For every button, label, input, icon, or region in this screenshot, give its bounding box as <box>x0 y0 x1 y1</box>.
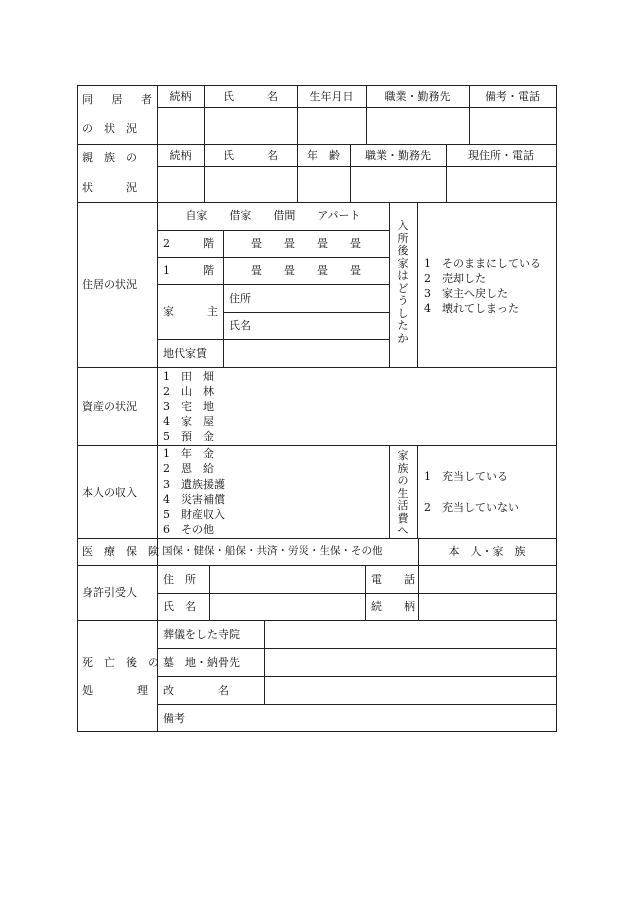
rule <box>157 257 389 258</box>
relatives-label-1: 親 族 の <box>82 151 137 164</box>
funeral-temple-label: 葬儀をした寺院 <box>163 628 240 641</box>
relatives-header-occupation: 職業・勤務先 <box>365 149 431 162</box>
after-option: 3 家主へ戻した <box>424 287 508 300</box>
assets-label: 資産の状況 <box>82 400 137 413</box>
asset-item: 1 田 畑 <box>163 370 214 383</box>
insurance-label: 医 療 保 険 <box>82 545 159 558</box>
living-option-1: 1 充当している <box>424 470 508 483</box>
rule-label-col <box>157 85 158 732</box>
after-death-label-2: 処 理 <box>82 684 148 697</box>
rule <box>418 565 419 620</box>
rule <box>209 565 210 620</box>
rule <box>264 620 265 704</box>
income-label: 本人の収入 <box>82 486 137 499</box>
floor-2-label: 2 階 <box>163 237 214 250</box>
rule <box>157 284 389 285</box>
asset-item: 5 預 金 <box>163 430 214 443</box>
guarantor-label: 身許引受人 <box>82 586 137 599</box>
rule <box>77 445 556 446</box>
insurance-person: 本 人・家 族 <box>448 545 526 558</box>
rent-label: 地代家賃 <box>163 347 207 360</box>
guarantor-address-label: 住 所 <box>163 573 196 586</box>
rule <box>77 202 556 203</box>
after-death-label-1: 死 亡 後 の <box>82 656 159 669</box>
rule <box>157 107 556 108</box>
relatives-header-relation: 続柄 <box>169 149 192 162</box>
guarantor-name-label: 氏 名 <box>163 600 196 613</box>
asset-item: 3 宅 地 <box>163 400 214 413</box>
income-item: 4 災害補償 <box>163 492 225 506</box>
rule <box>157 648 556 649</box>
housing-label: 住居の状況 <box>82 278 137 291</box>
rule <box>77 144 556 145</box>
rule-bottom <box>77 731 556 732</box>
after-admission-options <box>424 256 541 316</box>
guarantor-phone-label: 電 話 <box>371 573 415 586</box>
landlord-label: 家 主 <box>163 305 218 318</box>
cohabitant-header-name: 氏 名 <box>223 90 278 103</box>
cohabitant-header-occupation: 職業・勤務先 <box>384 90 451 103</box>
rule <box>157 593 556 594</box>
income-item: 3 遺族援護 <box>163 477 225 491</box>
relatives-header-name: 氏 名 <box>223 149 278 162</box>
rule-right <box>556 85 557 732</box>
floor-1-tatami: 畳 畳 畳 畳 <box>251 264 361 277</box>
after-option: 4 壊れてしまった <box>424 302 519 315</box>
rule <box>417 445 418 538</box>
rule <box>77 620 556 621</box>
asset-item: 2 山 林 <box>163 385 214 398</box>
rule <box>223 312 389 313</box>
rule <box>389 202 390 367</box>
relatives-header-address: 現住所・電話 <box>468 149 534 162</box>
guarantor-relation-label: 続 柄 <box>371 600 415 613</box>
rule <box>157 166 556 167</box>
cohabitant-header-notes: 備考・電話 <box>485 90 540 103</box>
rule <box>77 565 556 566</box>
income-item: 6 その他 <box>163 523 214 537</box>
rule <box>417 202 418 367</box>
rule-top <box>77 85 556 86</box>
cohabitant-label-1: 同 居 者 <box>82 93 152 106</box>
rule <box>157 704 556 705</box>
rule-left <box>77 85 78 732</box>
after-option: 1 そのままにしている <box>424 257 541 270</box>
rule <box>365 565 366 620</box>
landlord-name-label: 氏名 <box>229 319 251 332</box>
relatives-header-age: 年 齢 <box>307 149 340 162</box>
rule <box>157 339 389 340</box>
after-option: 2 売却した <box>424 272 486 285</box>
rule <box>223 230 224 367</box>
floor-2-tatami: 畳 畳 畳 畳 <box>251 237 361 250</box>
cohabitant-header-birthdate: 生年月日 <box>309 90 354 103</box>
rule <box>157 230 389 231</box>
rule <box>389 445 390 538</box>
housing-types: 自家 借家 借間 アパート <box>185 209 361 222</box>
landlord-address-label: 住所 <box>229 292 251 305</box>
after-admission-label: 入所後家はどうしたか <box>397 219 409 345</box>
income-item: 5 財産収入 <box>163 508 225 522</box>
floor-1-label: 1 階 <box>163 264 214 277</box>
asset-item: 4 家 屋 <box>163 415 214 428</box>
rule <box>77 367 556 368</box>
rule <box>157 676 556 677</box>
relatives-label-2: 状 況 <box>82 181 137 194</box>
cohabitant-label-2: の 状 況 <box>82 122 137 135</box>
assets-list <box>163 369 214 444</box>
living-option-2: 2 充当していない <box>424 501 519 514</box>
income-item: 1 年 金 <box>163 447 214 460</box>
grave-label: 墓 地・納骨先 <box>163 656 240 669</box>
income-list <box>163 446 225 538</box>
family-living-label: 家族の生活費へ <box>397 449 409 537</box>
rule <box>77 538 556 539</box>
notes-label: 備考 <box>163 712 185 725</box>
cohabitant-header-relation: 続柄 <box>169 90 192 103</box>
insurance-types: 国保・健保・船保・共済・労災・生保・その他 <box>162 545 383 557</box>
rename-label: 改 名 <box>163 684 229 697</box>
income-item: 2 恩 給 <box>163 462 214 476</box>
